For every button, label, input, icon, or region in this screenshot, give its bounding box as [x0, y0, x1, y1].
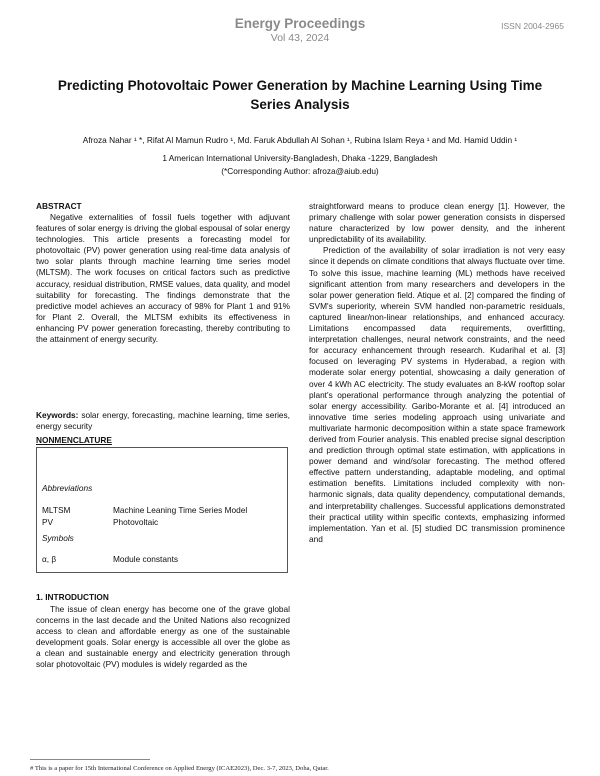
keywords-text: solar energy, forecasting, machine learning, time series, energy security — [36, 410, 290, 432]
abstract-body — [36, 212, 290, 345]
introduction-paragraph: straightforward means to produce clean energy [1]. However, the primary challenge with solar power generation consists in dispersed nature characterized by low power density, and the inherent unpredictability of its availability. — [309, 201, 565, 245]
nomenclature-definition: Photovoltaic — [113, 517, 159, 527]
introduction-paragraph: The issue of clean energy has become one of the grave global concerns in the last decade and the United Nations also recognized access to clean and affordable energy as one of the sustainable development goals. Solar energy is accessible all over the globe as a clean and sustainable energy and electricity generation through solar photovoltaic (PV) modules is widely regarded as the — [36, 604, 290, 670]
nomenclature-category-abbreviations: Abbreviations — [42, 483, 93, 493]
abstract-text: Negative externalities of fossil fuels together with adjuvant features of solar energy is driving the global espousal of solar energy technologies. This article presents a forecasting model for photovoltaic (PV) power generation using real-time data analysis of two solar plants through machine learning time series model (MLTSM). The work focuses on critical factors such as predictive accuracy, residual distribution, RMSE values, data quality, and model suitability for forecasting. The findings demonstrate that the predictive model achieves an accuracy of 98% for Plant 1 and 91% for Plant 2. Overall, the MLTSM exhibits its effectiveness in enhancing PV power generation forecasting, thereby contributing to the attainment of energy security. — [36, 212, 290, 345]
nomenclature-term: α, β — [42, 554, 57, 564]
paper-title — [40, 76, 560, 114]
nomenclature-table — [36, 447, 288, 573]
introduction-heading: 1. INTRODUCTION — [36, 592, 109, 602]
nomenclature-definition: Machine Leaning Time Series Model — [113, 505, 248, 515]
footnote: # This is a paper for 15th International Conference on Applied Energy (ICAE2023), Dec. 3-7, 2023, Doha, Qatar. — [30, 765, 329, 772]
issn-label: ISSN 2004-2965 — [501, 21, 564, 31]
nomenclature-definition: Module constants — [113, 554, 179, 564]
affiliation-block — [30, 152, 570, 177]
nomenclature-category-symbols: Symbols — [42, 533, 74, 543]
footnote-rule — [30, 759, 150, 760]
introduction-paragraph: Prediction of the availability of solar irradiation is not very easy since it depends on climate conditions that always fluctuate over time. To solve this issue, machine learning (ML) methods have received significant attention from many researchers and developers in the solar power generation field. Atique et al. [2] compared the finding of SVM's superiority, wherein SVM handled non-parametric residuals, captured linear/non-linear relationships, and enhanced accuracy. Limitations encompassed data requirements, overfitting, interpretation challenges, neural network constraints, and the need for accuracy enhancement through research. Kudarihal et al. [3] focused on leveraging PV systems in Hyderabad, a region with moderate solar energy potential, showcasing a daily generation of over 4 kWh AC electricity. The study evaluates an 8-kW rooftop solar plant's operational performance through analyzing the potential of solar energy accessibility. Garibo-Morante et al. [4] introduced an innovative time series modeling approach using univariate and multivariate harmonic decomposition within a state space framework derived from Fourier analysis. This enabled precise signal description and prediction through optimal state estimation, with applications in power demand and wind/solar forecasting. The method offered effective pattern understanding, adaptable modeling, and optimal estimation benefits. Limitations included complexity with non-harmonic signals, data quality dependency, computational demands, and interpretability challenges. Successful applications demonstrated their practical utility within specific contexts, emphasizing informed implementation. Yan et al. [5] studied DC transmission prominence and — [309, 245, 565, 544]
nomenclature-heading: NONMENCLATURE — [36, 435, 112, 445]
journal-volume: Vol 43, 2024 — [270, 32, 330, 44]
introduction-body-right — [309, 201, 565, 545]
nomenclature-term: MLTSM — [42, 505, 71, 515]
affiliation: 1 American International University-Bangladesh, Dhaka -1229, Bangladesh — [162, 153, 438, 163]
nomenclature-term: PV — [42, 517, 54, 527]
journal-name: Energy Proceedings — [234, 16, 366, 31]
paper-title-line-2: Series Analysis — [250, 97, 350, 112]
keywords-label: Keywords: — [36, 410, 79, 420]
author-list: Afroza Nahar ¹ *, Rifat Al Mamun Rudro ¹, Md. Faruk Abdullah Al Sohan ¹, Rubina Islam Reya ¹ and Md. Hamid Uddin ¹ — [82, 135, 518, 145]
introduction-body-left — [36, 604, 290, 671]
corresponding-author: (*Corresponding Author: afroza@aiub.edu) — [221, 165, 379, 176]
paper-title-line-1: Predicting Photovoltaic Power Generation by Machine Learning Using Time — [57, 78, 543, 93]
abstract-heading: ABSTRACT — [36, 201, 82, 211]
keywords — [36, 410, 290, 432]
